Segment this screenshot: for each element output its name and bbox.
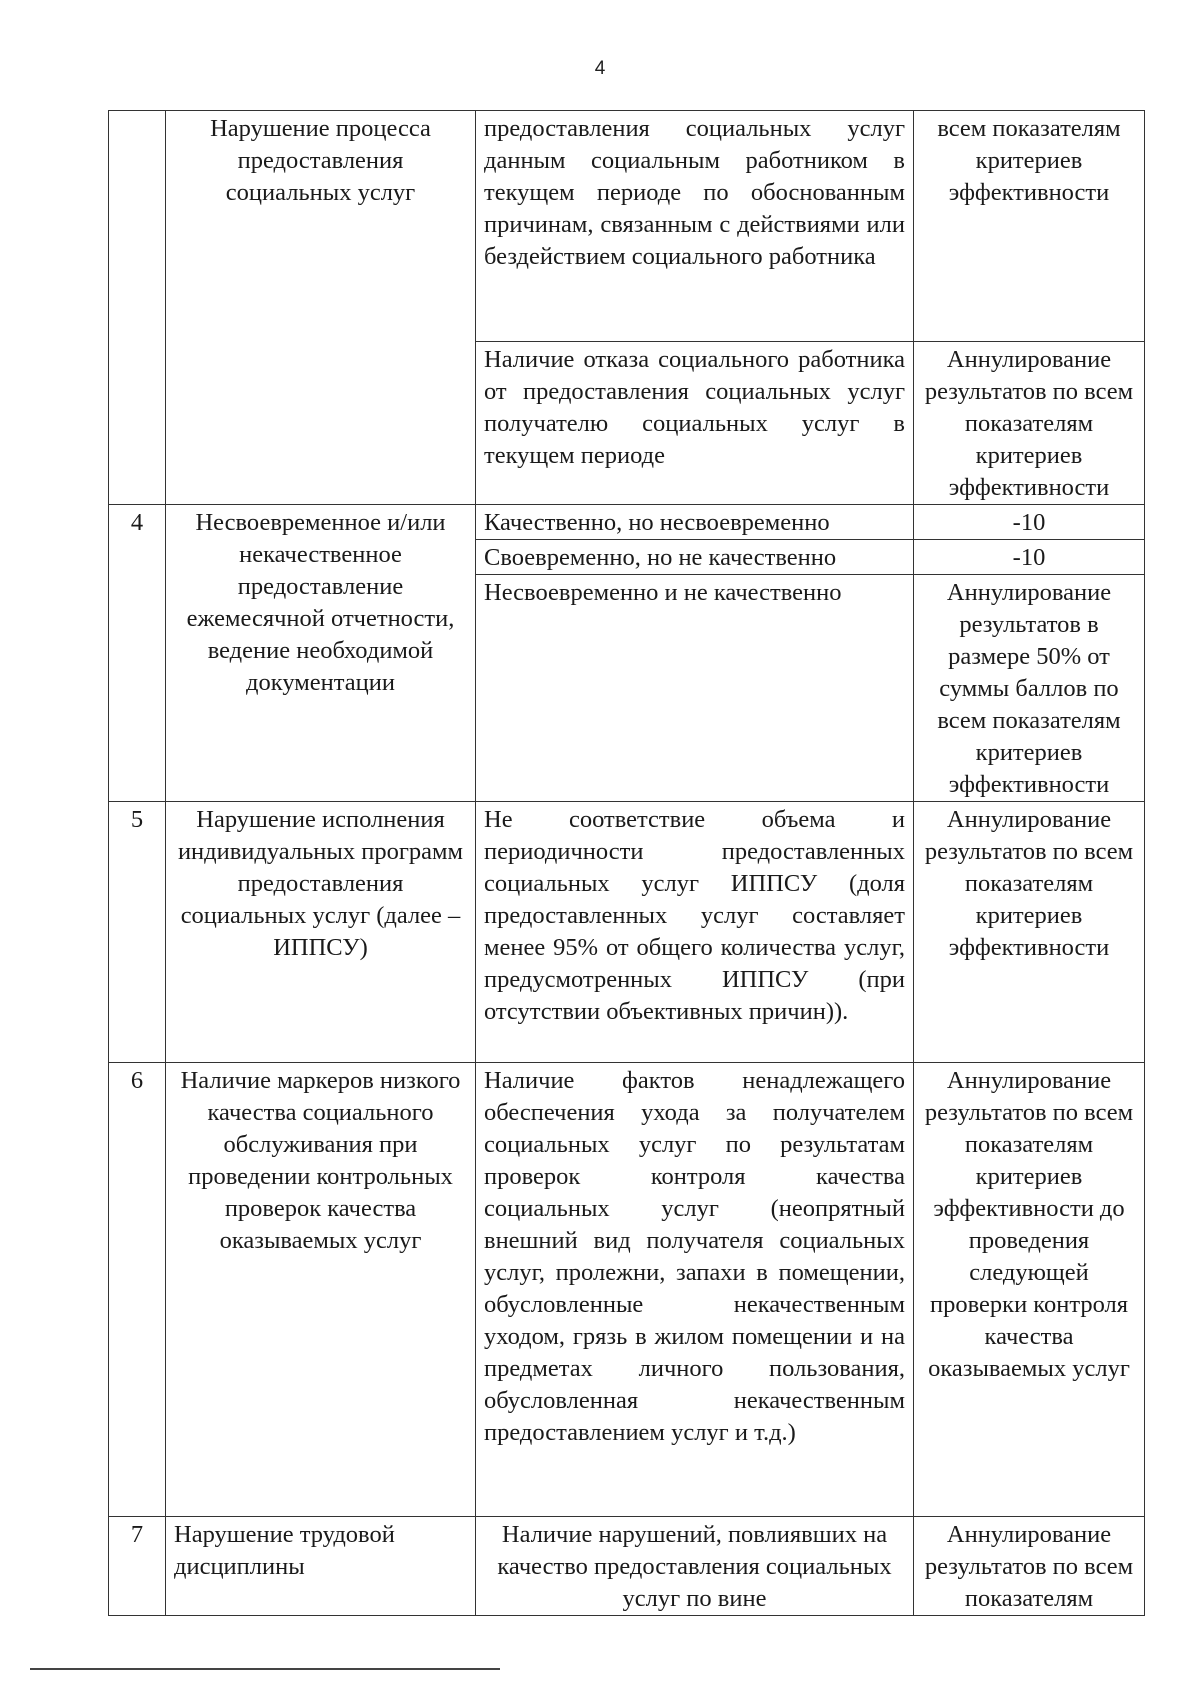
description-cell: предоставления социальных услуг данным социальным работником в текущем периоде по обоснованным причинам, связанным с действиями или бездействием социального работника [476,111,914,342]
description-cell: Наличие отказа социального работника от предоставления социальных услуг получателю социальных услуг в текущем периоде [476,342,914,505]
result-cell: -10 [914,540,1145,575]
description-cell: Качественно, но несвоевременно [476,505,914,540]
result-cell: Аннулирование результатов по всем показателям критериев эффективности [914,802,1145,1063]
table-row [109,1063,1145,1517]
row-number-cell: 5 [109,802,166,1063]
description-cell: Несвоевременно и не качественно [476,575,914,802]
table-row [109,1517,1145,1616]
criterion-cell: Несвоевременное и/или некачественное предоставление ежемесячной отчетности, ведение необходимой документации [166,505,476,802]
result-cell: Аннулирование результатов по всем показателям критериев эффективности [914,342,1145,505]
criterion-cell: Нарушение исполнения индивидуальных программ предоставления социальных услуг (далее – ИППСУ) [166,802,476,1063]
description-cell: Не соответствие объема и периодичности предоставленных социальных услуг ИППСУ (доля предоставленных услуг составляет менее 95% от общего количества услуг, предусмотренных ИППСУ (при отсутствии объективных причин)). [476,802,914,1063]
criterion-cell: Наличие маркеров низкого качества социального обслуживания при проведении контрольных проверок качества оказываемых услуг [166,1063,476,1517]
description-cell: Наличие фактов ненадлежащего обеспечения ухода за получателем социальных услуг по результатам проверок контроля качества социальных услуг (неопрятный внешний вид получателя социальных услуг, пролежни, запахи в помещении, обусловленные некачественным уходом, грязь в жилом помещении и на предметах личного пользования, обусловленная некачественным предоставлением услуг и т.д.) [476,1063,914,1517]
table-row [109,111,1145,342]
table-row [109,802,1145,1063]
table-row [109,505,1145,540]
result-cell: Аннулирование результатов в размере 50% от суммы баллов по всем показателям критериев эффективности [914,575,1145,802]
result-cell: всем показателям критериев эффективности [914,111,1145,342]
criterion-cell: Нарушение трудовой дисциплины [166,1517,476,1616]
criteria-table [108,110,1145,1616]
row-number-cell: 4 [109,505,166,802]
description-cell: Наличие нарушений, повлиявших на качество предоставления социальных услуг по вине [476,1517,914,1616]
result-cell: Аннулирование результатов по всем показателям [914,1517,1145,1616]
row-number-cell [109,111,166,505]
page-number: 4 [594,58,606,79]
result-cell: -10 [914,505,1145,540]
description-cell: Своевременно, но не качественно [476,540,914,575]
row-number-cell: 6 [109,1063,166,1517]
footer-divider [30,1668,500,1670]
row-number-cell: 7 [109,1517,166,1616]
criterion-cell: Нарушение процесса предоставления социальных услуг [166,111,476,505]
result-cell: Аннулирование результатов по всем показателям критериев эффективности до проведения следующей проверки контроля качества оказываемых услуг [914,1063,1145,1517]
